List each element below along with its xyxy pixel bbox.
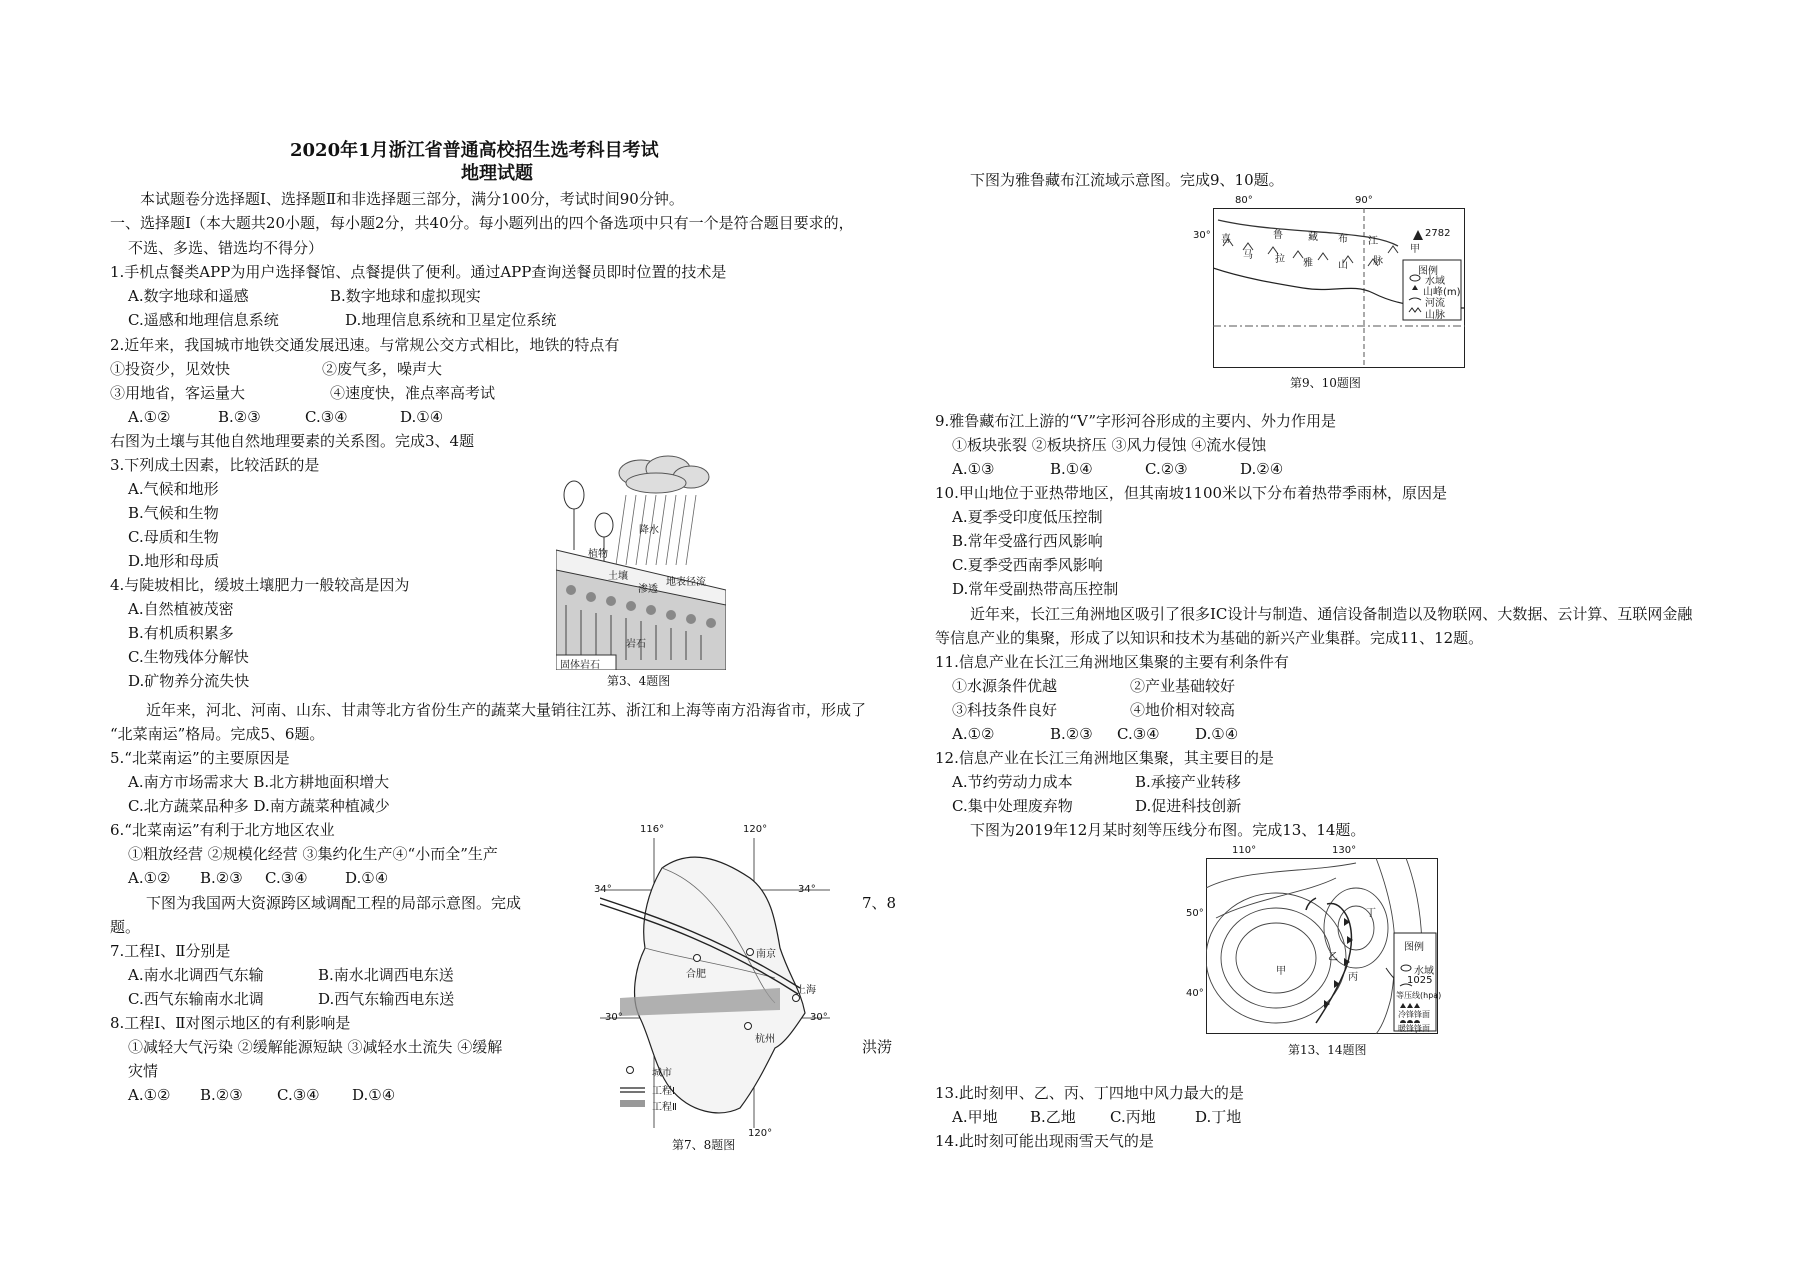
q1-stem: 1.手机点餐类APP为用户选择餐馆、点餐提供了便利。通过APP查询送餐员即时位置的技术是 [110,263,727,281]
fig910-caption: 第9、10题图 [1290,376,1361,390]
fig1314-lat-50: 50° [1186,908,1204,919]
q3-option-b: B.气候和生物 [128,504,219,522]
q6-items: ①粗放经营 ②规模化经营 ③集约化生产④“小而全”生产 [128,845,498,863]
fig1314-legend-1025: 1025 [1407,975,1433,986]
q11-item-1: ①水源条件优越 [952,677,1058,695]
soil-factors-figure [556,455,726,670]
resource-transfer-map [594,824,830,1139]
q10-option-c: C.夏季受西南季风影响 [952,556,1103,574]
q11-option-c: C.③④ [1117,725,1160,743]
q13-option-b: B.乙地 [1030,1108,1076,1126]
fig34-label-bedrock: 固体岩石 [560,660,600,671]
fig78-lon-120-bottom: 120° [748,1128,773,1139]
q10-option-b: B.常年受盛行西风影响 [952,532,1103,550]
q1-option-d: D.地理信息系统和卫星定位系统 [345,311,557,329]
q4-option-d: D.矿物养分流失快 [128,672,250,690]
q13-option-a: A.甲地 [952,1108,998,1126]
fig910-lon-80: 80° [1235,195,1253,206]
fig1314-lat-40: 40° [1186,988,1204,999]
isobar-map [1186,845,1442,1034]
q5-option-cd: C.北方蔬菜品种多 D.南方蔬菜种植减少 [128,797,390,815]
q8-stem: 8.工程Ⅰ、Ⅱ对图示地区的有利影响是 [110,1014,351,1032]
fig910-legend-title: 图例 [1418,266,1438,277]
q1112-lead-2: 等信息产业的集聚，形成了以知识和技术为基础的新兴产业集群。完成11、12题。 [935,629,1484,647]
q10-option-d: D.常年受副热带高压控制 [952,580,1119,598]
fig78-city-hangzhou: 杭州 [755,1034,775,1045]
q11-item-2: ②产业基础较好 [1130,677,1236,695]
fig910-legend-peak: 山峰(m) [1423,287,1461,298]
q13-option-c: C.丙地 [1110,1108,1156,1126]
section-heading-cont: 不选、多选、错选均不得分） [128,239,324,257]
q7-option-b: B.南水北调西电东送 [318,966,454,984]
q12-option-a: A.节约劳动力成本 [952,773,1073,791]
q4-option-a: A.自然植被茂密 [128,600,234,618]
q4-option-b: B.有机质积累多 [128,624,234,642]
q11-item-3: ③科技条件良好 [952,701,1058,719]
q8-option-c: C.③④ [277,1086,320,1104]
fig1314-bing: 丙 [1348,972,1358,983]
q78-lead-2: 题。 [110,918,141,936]
fig78-city-nanjing: 南京 [756,949,776,960]
q12-option-c: C.集中处理废弃物 [952,797,1073,815]
fig78-legend-project2: 工程Ⅱ [652,1102,677,1113]
q3-option-a: A.气候和地形 [128,480,219,498]
q9-option-c: C.②③ [1145,460,1188,478]
q78-lead-1: 下图为我国两大资源跨区域调配工程的局部示意图。完成 [146,894,522,912]
fig1314-legend-isobar: 等压线(hpa) [1396,991,1442,1000]
fig78-caption: 第7、8题图 [672,1138,736,1152]
q6-stem: 6.“北菜南运”有利于北方地区农业 [110,821,335,839]
fig1314-legend-warm: 暖锋锋面 [1398,1024,1430,1033]
q9-stem: 9.雅鲁藏布江上游的“V”字形河谷形成的主要内、外力作用是 [935,412,1337,430]
q9-option-d: D.②④ [1240,460,1284,478]
q7-option-c: C.西气东输南水北调 [128,990,264,1008]
fig78-city-shanghai: 上海 [796,985,816,996]
q1112-lead-1: 近年来，长江三角洲地区吸引了很多IC设计与制造、通信设备制造以及物联网、大数据、云计算、互联网金融 [970,605,1693,623]
q8-option-d: D.①④ [352,1086,396,1104]
fig34-label-seep: 渗透 [638,584,658,595]
fig1314-yi: 乙 [1328,952,1338,963]
exam-title: 2020年1月浙江省普通高校招生选考科目考试 [290,140,659,161]
fig910-char-2: 马 [1243,250,1253,261]
fig910-jia: 甲 [1410,244,1420,255]
fig78-legend-city: 城市 [652,1068,672,1079]
q11-option-a: A.①② [952,725,995,743]
q7-stem: 7.工程Ⅰ、Ⅱ分别是 [110,942,231,960]
q2-option-d: D.①④ [400,408,444,426]
q3-stem: 3.下列成土因素，比较活跃的是 [110,456,320,474]
q13-stem: 13.此时刻甲、乙、丙、丁四地中风力最大的是 [935,1084,1244,1102]
fig1314-jia: 甲 [1276,966,1286,977]
q5-option-ab: A.南方市场需求大 B.北方耕地面积增大 [128,773,390,791]
q910-lead: 下图为雅鲁藏布江流域示意图。完成9、10题。 [970,171,1284,189]
fig1314-legend-water: 水域 [1414,966,1434,977]
fig78-lon-116: 116° [640,824,665,835]
fig910-peak-elev: 2782 [1425,228,1451,239]
q12-option-d: D.促进科技创新 [1135,797,1242,815]
q7-option-a: A.南水北调西气东输 [128,966,264,984]
q56-lead-2: “北菜南运”格局。完成5、6题。 [110,725,325,743]
fig910-lon-90: 90° [1355,195,1373,206]
q10-stem: 10.甲山地位于亚热带地区，但其南坡1100米以下分布着热带季雨林，原因是 [935,484,1448,502]
fig910-legend-water: 水域 [1425,276,1445,287]
q11-stem: 11.信息产业在长江三角洲地区集聚的主要有利条件有 [935,653,1289,671]
q10-option-a: A.夏季受印度低压控制 [952,508,1103,526]
fig34-label-rain: 降水 [639,525,659,536]
exam-intro: 本试题卷分选择题Ⅰ、选择题Ⅱ和非选择题三部分，满分100分，考试时间90分钟。 [140,190,684,208]
q1-option-b: B.数字地球和虚拟现实 [330,287,481,305]
fig34-label-rock: 岩石 [626,639,646,650]
q2-item-1: ①投资少，见效快 [110,360,231,378]
fig910-lat-30: 30° [1193,230,1211,241]
q2-option-b: B.②③ [218,408,261,426]
q3-option-c: C.母质和生物 [128,528,219,546]
q6-option-a: A.①② [128,869,171,887]
q8-items-2: 灾情 [128,1062,159,1080]
fig910-char-9: 布 [1338,234,1348,245]
fig34-caption: 第3、4题图 [607,674,671,688]
q2-item-3: ③用地省，客运量大 [110,384,246,402]
fig910-legend-mtn: 山脉 [1425,310,1445,321]
q7-option-d: D.西气东输西电东送 [318,990,455,1008]
fig34-label-runoff: 地表径流 [666,577,706,588]
q8-items-b: 洪涝 [862,1038,893,1056]
q78-lead-1b: 7、8 [862,894,897,912]
q6-option-d: D.①④ [345,869,389,887]
fig910-char-10: 江 [1368,236,1378,247]
fig78-city-hefei: 合肥 [686,969,706,980]
fig1314-lon-110: 110° [1232,845,1257,856]
fig910-char-3: 拉 [1275,254,1285,265]
section-heading: 一、选择题Ⅰ（本大题共20小题，每小题2分，共40分。每小题列出的四个备选项中只有一个是符合题目要求的， [110,214,854,232]
fig78-legend-project1: 工程Ⅰ [652,1086,675,1097]
q4-stem: 4.与陡坡相比，缓坡土壤肥力一般较高是因为 [110,576,410,594]
q2-stem: 2.近年来，我国城市地铁交通发展迅速。与常规公交方式相比，地铁的特点有 [110,336,620,354]
fig910-char-7: 鲁 [1273,230,1283,241]
fig1314-caption: 第13、14题图 [1288,1043,1367,1057]
fig78-lat-30-right: 30° [810,1012,828,1023]
q8-items: ①减轻大气污染 ②缓解能源短缺 ③减轻水土流失 ④缓解 [128,1038,503,1056]
q11-option-b: B.②③ [1050,725,1093,743]
q6-option-c: C.③④ [265,869,308,887]
q9-option-a: A.①③ [952,460,995,478]
q2-option-a: A.①② [128,408,171,426]
fig1314-legend-cold: 冷锋锋面 [1398,1010,1430,1019]
exam-subject: 地理试题 [461,163,533,184]
q56-lead-1: 近年来，河北、河南、山东、甘肃等北方省份生产的蔬菜大量销往江苏、浙江和上海等南方沿海省市，形成了 [146,701,867,719]
q3-option-d: D.地形和母质 [128,552,220,570]
q4-option-c: C.生物残体分解快 [128,648,249,666]
q9-items: ①板块张裂 ②板块挤压 ③风力侵蚀 ④流水侵蚀 [952,436,1267,454]
fig910-char-1: 喜 [1221,234,1231,245]
q14-stem: 14.此时刻可能出现雨雪天气的是 [935,1132,1154,1150]
fig1314-ding: 丁 [1366,908,1376,919]
q8-option-b: B.②③ [200,1086,243,1104]
fig910-char-6: 脉 [1373,256,1383,267]
q12-option-b: B.承接产业转移 [1135,773,1241,791]
fig78-lat-34-right: 34° [798,884,816,895]
fig910-char-8: 藏 [1308,232,1318,243]
fig910-legend-river: 河流 [1425,298,1445,309]
q2-option-c: C.③④ [305,408,348,426]
q12-stem: 12.信息产业在长江三角洲地区集聚，其主要目的是 [935,749,1274,767]
q11-option-d: D.①④ [1195,725,1239,743]
q5-stem: 5.“北菜南运”的主要原因是 [110,749,290,767]
fig34-label-soil: 土壤 [608,571,628,582]
fig78-lon-120-top: 120° [743,824,768,835]
q13-option-d: D.丁地 [1195,1108,1242,1126]
q9-option-b: B.①④ [1050,460,1093,478]
q6-option-b: B.②③ [200,869,243,887]
fig1314-legend-title: 图例 [1404,942,1424,953]
fig34-label-plant: 植物 [588,549,608,560]
q1-option-c: C.遥感和地理信息系统 [128,311,279,329]
q1314-lead: 下图为2019年12月某时刻等压线分布图。完成13、14题。 [970,821,1366,839]
q2-item-2: ②废气多，噪声大 [322,360,443,378]
q2-item-4: ④速度快，准点率高考试 [330,384,496,402]
fig910-char-4: 雅 [1303,258,1313,269]
q8-option-a: A.①② [128,1086,171,1104]
q34-lead: 右图为土壤与其他自然地理要素的关系图。完成3、4题 [110,432,475,450]
fig910-char-5: 山 [1338,260,1348,271]
yarlung-basin-map [1193,195,1465,368]
fig78-lat-34-left: 34° [594,884,612,895]
q1-option-a: A.数字地球和遥感 [128,287,249,305]
fig1314-lon-130: 130° [1332,845,1357,856]
fig78-lat-30-left: 30° [605,1012,623,1023]
q11-item-4: ④地价相对较高 [1130,701,1236,719]
